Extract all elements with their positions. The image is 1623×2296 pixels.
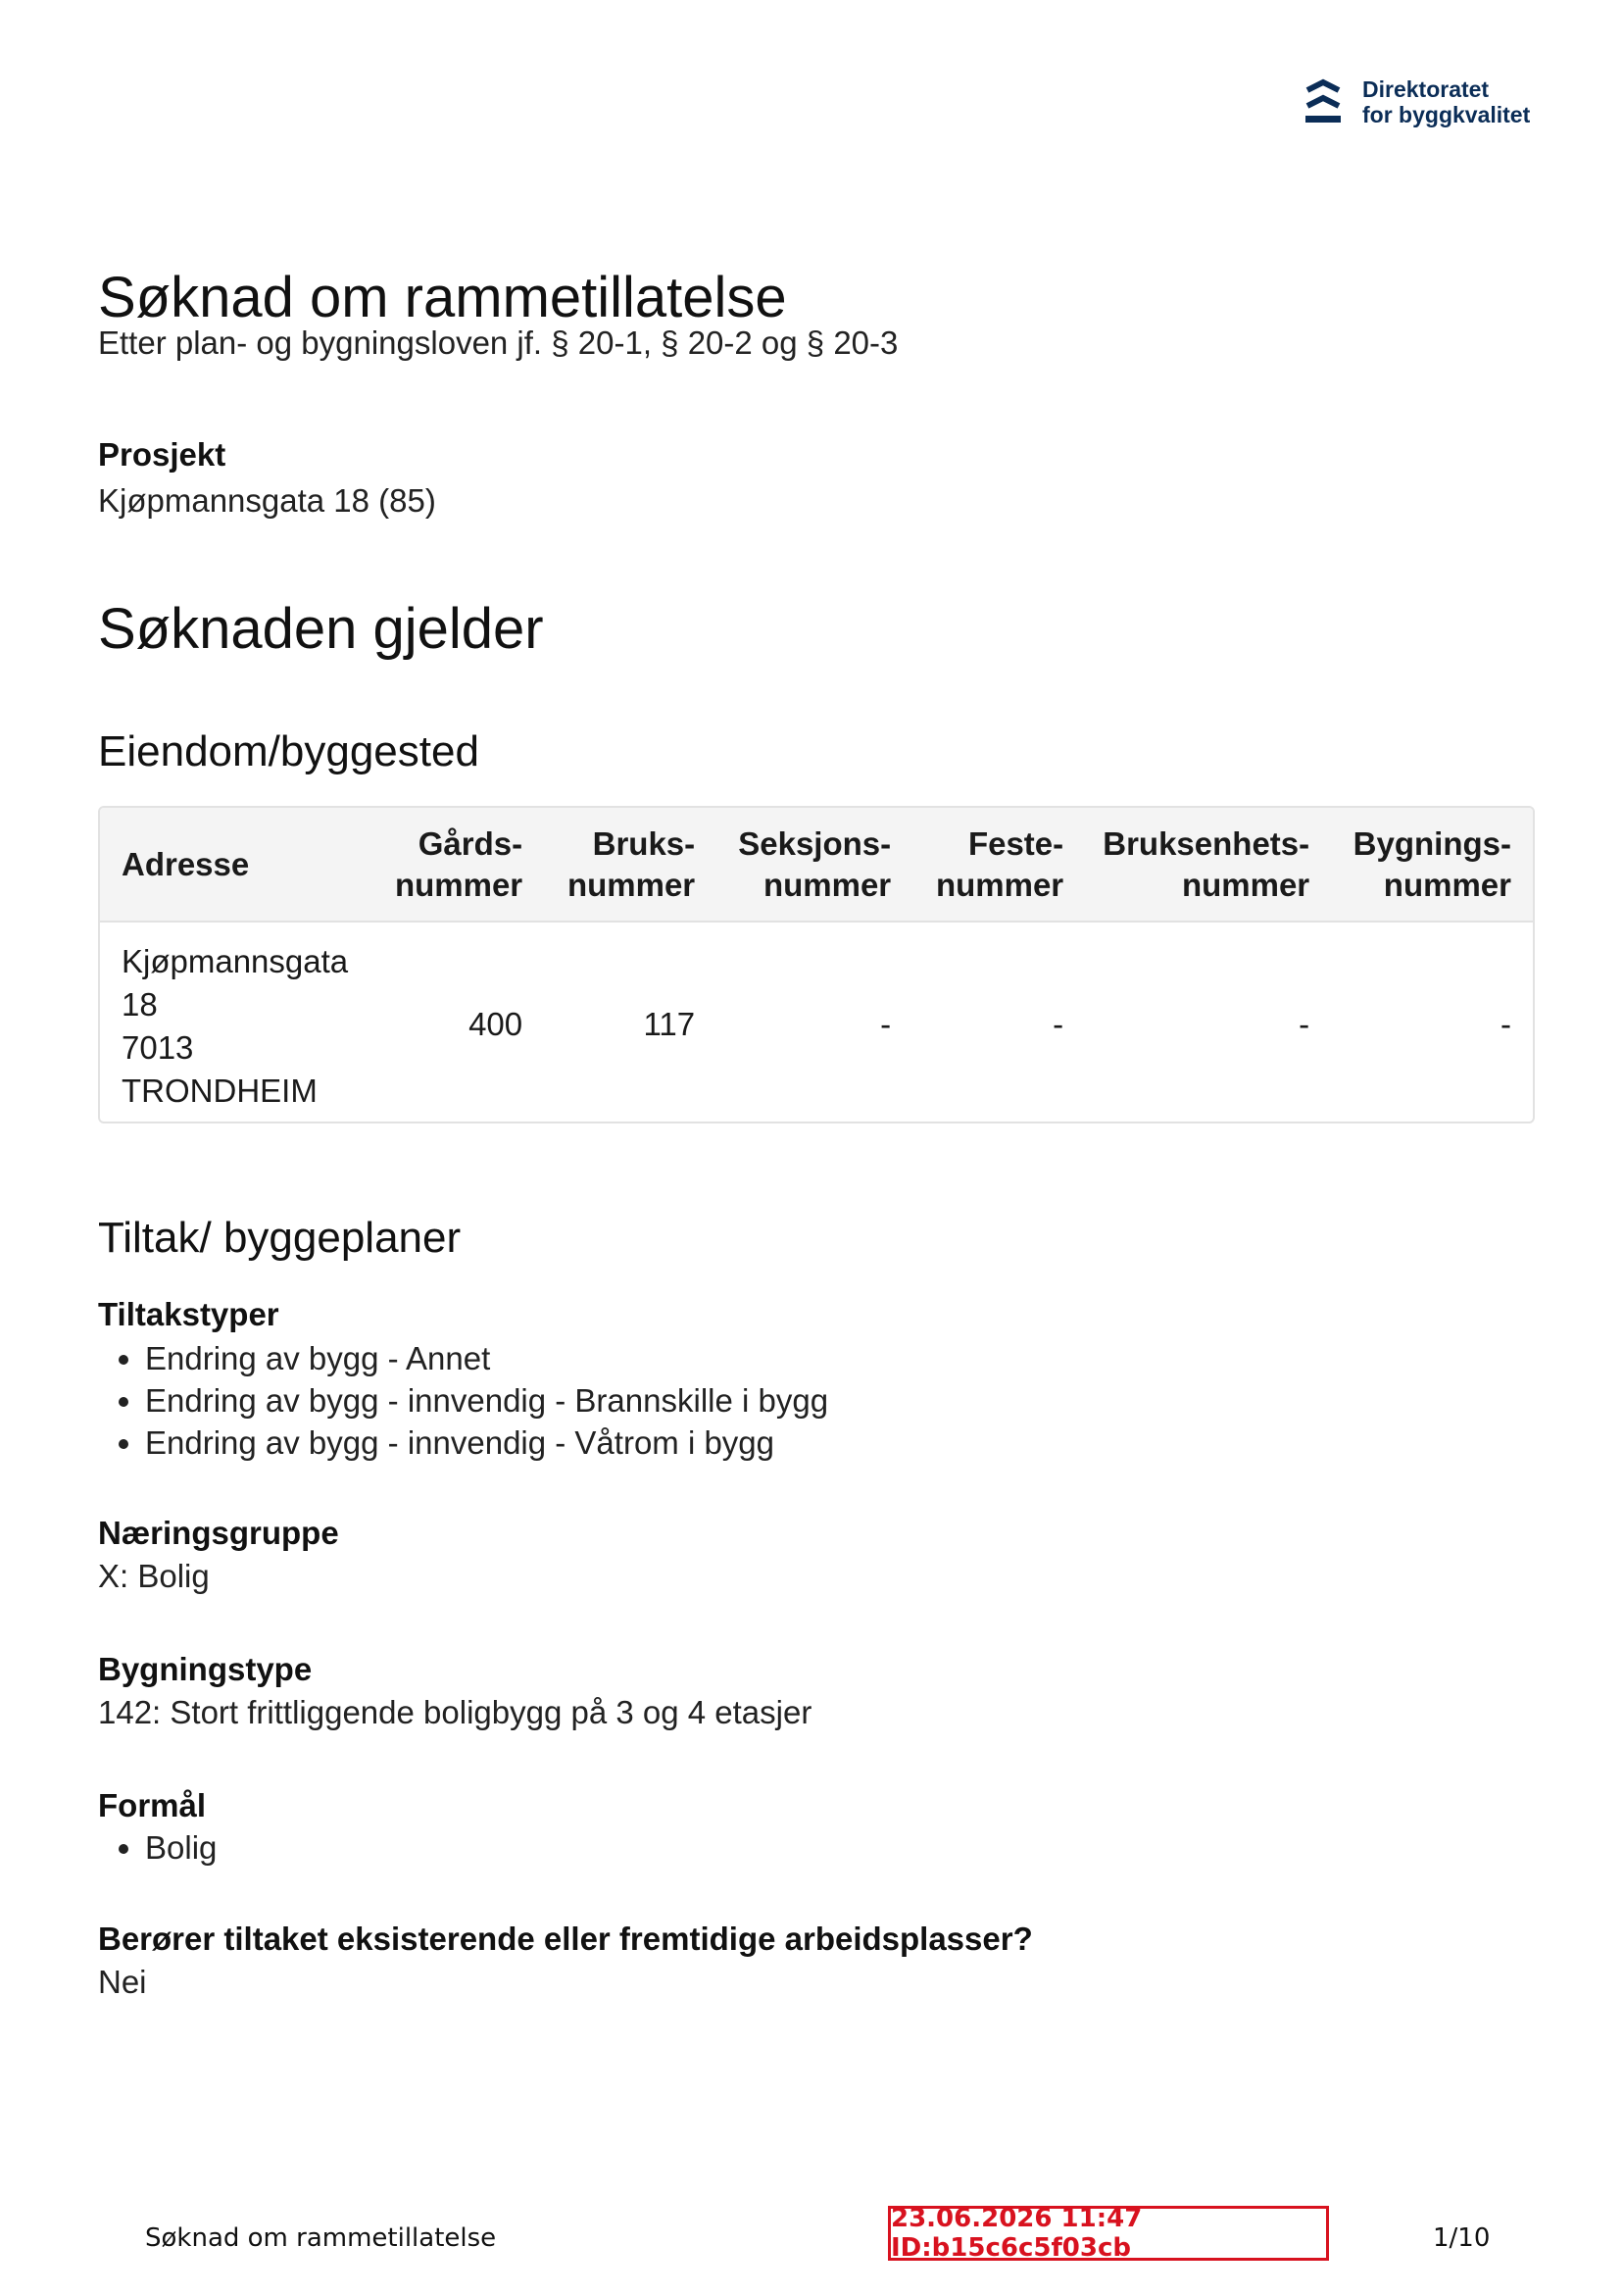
logo-line-1: Direktoratet (1362, 76, 1490, 102)
document-title: Søknad om rammetillatelse (98, 266, 787, 329)
col-header-festenummer: Feste- nummer (935, 824, 1064, 903)
tiltakstyper-list (98, 1337, 828, 1464)
tiltak-heading: Tiltak/ byggeplaner (98, 1214, 462, 1262)
naeringsgruppe-label: Næringsgruppe (98, 1515, 339, 1551)
list-item: • Bolig (145, 1826, 217, 1869)
footer-document-title: Søknad om rammetillatelse (145, 2223, 497, 2253)
arbeidsplasser-value: Nei (98, 1964, 147, 2000)
list-item: • Endring av bygg - innvendig - Brannskille i bygg (145, 1379, 828, 1422)
col-header-adresse: Adresse (122, 845, 250, 882)
cell-bygningsnummer: - (1500, 1006, 1511, 1042)
cell-adresse: Kjøpmannsgata 18 7013 TRONDHEIM (122, 943, 349, 1109)
logo-text (1362, 76, 1530, 127)
cell-bruksenhetsnummer: - (1299, 1006, 1310, 1042)
table-header-row (100, 808, 1533, 922)
naeringsgruppe-value: X: Bolig (98, 1558, 210, 1594)
cell-bruksnummer: 117 (643, 1006, 696, 1042)
eiendom-heading: Eiendom/byggested (98, 727, 479, 775)
table-row (100, 922, 1533, 1123)
document-subtitle: Etter plan- og bygningsloven jf. § 20-1, § 20-2 og § 20-3 (98, 324, 899, 361)
col-header-gardsnummer: Gårds- nummer (394, 824, 523, 903)
list-item: • Endring av bygg - Annet (145, 1337, 828, 1379)
cell-festenummer: - (1053, 1006, 1064, 1042)
arbeidsplasser-label: Berører tiltaket eksisterende eller fremtidige arbeidsplasser? (98, 1921, 1033, 1957)
dibk-logo (1303, 76, 1530, 127)
page-number: 1/10 (1433, 2223, 1491, 2253)
formal-list (98, 1826, 217, 1869)
section-title: Søknaden gjelder (98, 597, 544, 661)
prosjekt-value: Kjøpmannsgata 18 (85) (98, 482, 436, 519)
col-header-bruksnummer: Bruks- nummer (566, 824, 696, 903)
timestamp-id-stamp: 23.06.2026 11:47 ID:b15c6c5f03cb (888, 2206, 1329, 2261)
cell-gardsnummer: 400 (468, 1006, 523, 1042)
col-header-bruksenhetsnummer: Bruksenhets- nummer (1103, 824, 1310, 903)
col-header-seksjonsnummer: Seksjons- nummer (738, 824, 892, 903)
list-item: • Endring av bygg - innvendig - Våtrom i bygg (145, 1422, 828, 1464)
cell-seksjonsnummer: - (880, 1006, 892, 1042)
dibk-chevron-logo-icon (1303, 78, 1343, 127)
eiendom-table (98, 806, 1535, 1123)
bygningstype-value: 142: Stort frittliggende boligbygg på 3 og 4 etasjer (98, 1694, 812, 1730)
col-header-bygningsnummer: Bygnings- nummer (1352, 824, 1511, 903)
logo-line-2: for byggkvalitet (1362, 102, 1531, 127)
tiltakstyper-label: Tiltakstyper (98, 1296, 279, 1332)
bygningstype-label: Bygningstype (98, 1651, 313, 1687)
formal-label: Formål (98, 1787, 207, 1823)
prosjekt-label: Prosjekt (98, 436, 226, 473)
